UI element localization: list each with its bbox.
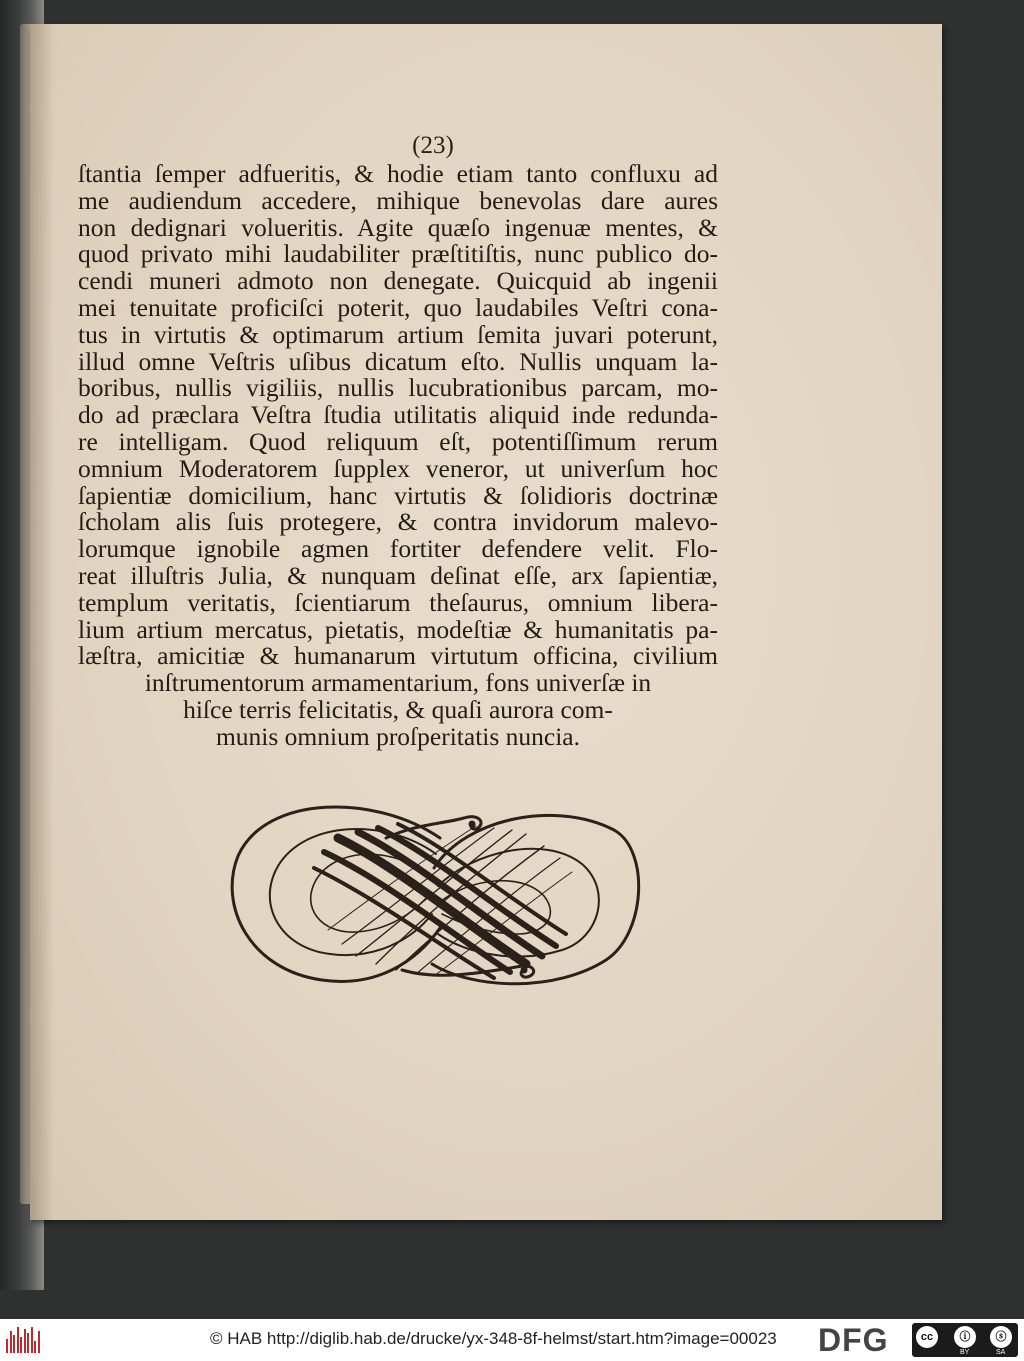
text-line: non dedignari volueritis. Agite quæſo ingenuæ mentes, &	[78, 212, 718, 242]
logo-bar	[27, 1333, 29, 1353]
logo-bar	[20, 1337, 22, 1353]
sa-label: SA	[996, 1349, 1006, 1356]
text-line: cendi muneri admoto non denegate. Quicquid ab ingenii	[78, 266, 718, 296]
text-line: ſtantia ſemper adfueritis, & hodie etiam tanto confluxu ad	[78, 159, 718, 188]
text-line: ſcholam alis ſuis protegere, & contra invidorum malevo-	[78, 507, 718, 537]
text-line: munis omnium proſperitatis nuncia.	[215, 721, 581, 751]
text-line: læſtra, amicitiæ & humanarum virtutum officina, civilium	[78, 641, 718, 671]
text-line: boribus, nullis vigiliis, nullis lucubrationibus parcam, mo-	[78, 373, 718, 403]
page-number: (23)	[412, 132, 454, 159]
logo-bar	[34, 1341, 36, 1353]
text-line: lium artium mercatus, pietatis, modeſtiæ & humanitatis pa-	[78, 614, 718, 644]
by-label: BY	[960, 1349, 970, 1356]
logo-bar	[6, 1339, 8, 1353]
text-line: inſtrumentorum armamentarium, fons univerſæ in	[144, 668, 652, 698]
viewer-footer	[0, 1319, 1024, 1361]
text-line: reat illuſtris Julia, & nunquam deſinat eſſe, arx ſapientiæ,	[78, 560, 718, 590]
logo-bar	[31, 1327, 33, 1353]
logo-bar	[13, 1335, 15, 1353]
logo-bar	[24, 1329, 26, 1353]
text-line: omnium Moderatorem ſupplex veneror, ut univerſum hoc	[78, 453, 718, 483]
calligraphic-flourish-ornament	[226, 794, 646, 1002]
book-page	[30, 24, 942, 1220]
text-line: me audiendum accedere, mihique benevolas dare aures	[78, 185, 718, 215]
text-line: lorumque ignobile agmen fortiter defendere velit. Flo-	[78, 534, 718, 564]
text-line: re intelligam. Quod reliquum eſt, potentiſſimum rerum	[78, 426, 718, 456]
logo-bar	[17, 1327, 19, 1353]
text-line: ſapientiæ domicilium, hanc virtutis & ſolidioris doctrinæ	[78, 480, 718, 510]
text-line: do ad præclara Veſtra ſtudia utilitatis aliquid inde redunda-	[78, 400, 718, 430]
by-icon: ⓘ	[954, 1326, 976, 1348]
dfg-logo: DFG	[818, 1322, 889, 1358]
cc-icon: cc	[916, 1326, 938, 1348]
logo-bar	[38, 1331, 40, 1353]
logo-bar	[10, 1331, 12, 1353]
text-line: mei tenuitate proficiſci poterit, quo laudabiles Veſtri cona-	[78, 292, 718, 322]
body-text	[78, 161, 718, 751]
text-line: templum veritatis, ſcientiarum theſaurus, omnium libera-	[78, 587, 718, 617]
sa-icon: ⓢ	[990, 1326, 1012, 1348]
cc-license-badge[interactable]	[912, 1323, 1018, 1357]
text-line: tus in virtutis & optimarum artium ſemita juvari poterunt,	[78, 319, 718, 349]
copyright-link[interactable]: © HAB http://diglib.hab.de/drucke/yx-348-8f-helmst/start.htm?image=00023	[210, 1329, 777, 1348]
text-line: quod privato mihi laudabiliter præſtitiſtis, nunc publico do-	[78, 239, 718, 269]
text-line: illud omne Veſtris uſibus dicatum eſto. Nullis unquam la-	[78, 346, 718, 376]
text-line: hiſce terris felicitatis, & quaſi aurora com-	[183, 694, 613, 724]
library-bars-logo	[6, 1327, 42, 1353]
